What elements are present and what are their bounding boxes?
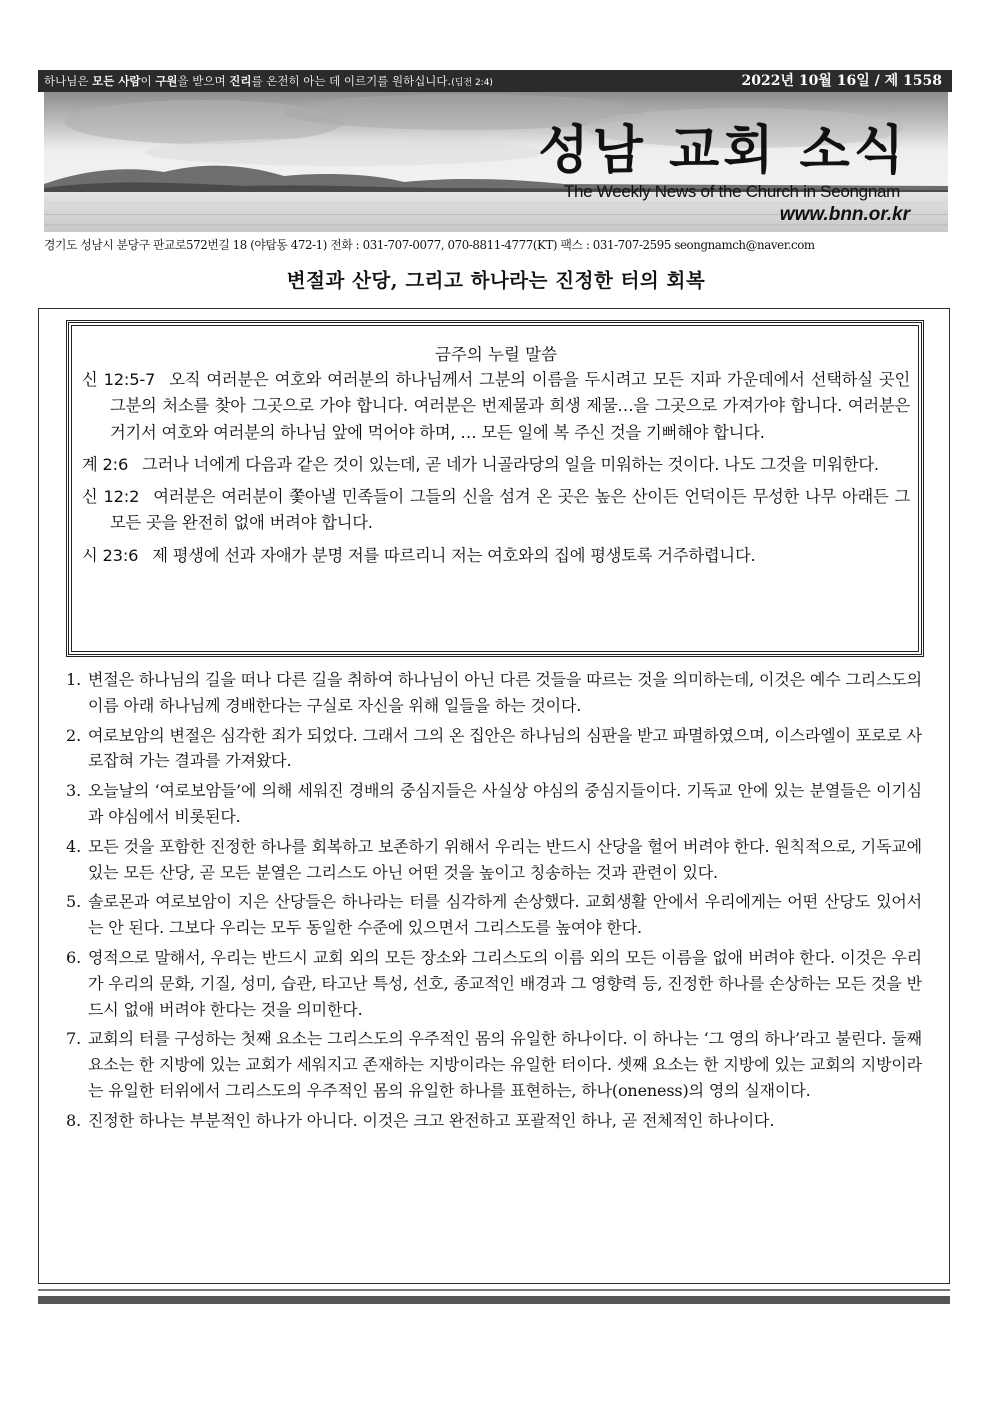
verse-heading: 금주의 누릴 말씀 (434, 345, 558, 364)
header-verse-part: 진리 (229, 74, 252, 88)
verse-text: 제 평생에 선과 자애가 분명 저를 따르리니 저는 여호와의 집에 평생토록 거주하렵니다. (152, 545, 756, 565)
header-verse-part: 구원 (155, 74, 178, 88)
point-number: 4. (66, 836, 82, 856)
verse-ref: 계 2:6 (82, 454, 129, 474)
verse-item (82, 543, 910, 569)
point-number: 3. (66, 781, 82, 801)
verse-text: 그러나 너에게 다음과 같은 것이 있는데, 곧 네가 니골라당의 일을 미워하는 것이다. 나도 그것을 미워한다. (142, 454, 879, 474)
header-banner (44, 92, 948, 232)
point-item (66, 778, 922, 830)
point-number: 6. (66, 947, 82, 967)
issue-info: 2022년 10월 16일 / 제 1558 (741, 73, 942, 89)
point-list (66, 667, 922, 1138)
verse-text: 오직 여러분은 여호와 여러분의 하나님께서 그분의 이름을 두시려고 모든 지파 가운데에서 선택하실 곳인 그분의 처소를 찾아 그곳으로 가야 합니다. 여러분은 번제물과 희생 제물…을 그곳으로 가져가야 합니다. 여러분은 거기서 여호와 여러분의 하나님 앞에 먹어야 하며, … 모든 일에 복 주신 것을 기뻐해야 합니다. (110, 370, 910, 442)
header-verse-part: 이 (140, 74, 156, 88)
point-text: 여로보암의 변절은 심각한 죄가 되었다. 그래서 그의 온 집안은 하나님의 심판을 받고 파멸하였으며, 이스라엘이 포로로 사로잡혀 가는 결과를 가져왔다. (88, 725, 922, 771)
header-verse-ref: (딤전 2:4) (451, 78, 493, 88)
church-address: 경기도 성남시 분당구 판교로572번길 18 (야탑동 472-1) 전화 : 031-707-0077, 070-8811-4777(KT) 팩스 : 031-707-2595 seongnamch@naver.com (44, 238, 815, 252)
header-verse-bar (38, 70, 952, 92)
point-text: 교회의 터를 구성하는 첫째 요소는 그리스도의 우주적인 몸의 유일한 하나이다. 이 하나는 ‘그 영의 하나’라고 불린다. 둘째 요소는 한 지방에 있는 교회가 세워지고 존재하는 지방이라는 유일한 터이다. 셋째 요소는 한 지방에 있는 교회의 지방이라는 유일한 터위에서 그리스도의 우주적인 몸의 유일한 하나를 표현하는, 하나(oneness)의 영의 실재이다. (88, 1029, 922, 1100)
point-text: 오늘날의 ‘여로보암들’에 의해 세워진 경배의 중심지들은 사실상 야심의 중심지들이다. 기독교 안에 있는 분열들은 이기심과 야심에서 비롯된다. (88, 781, 922, 826)
point-text: 영적으로 말해서, 우리는 반드시 교회 외의 모든 장소와 그리스도의 이름 외의 모든 이름을 없애 버려야 한다. 이것은 우리가 우리의 문화, 기질, 성미, 습관, 타고난 특성, 선호, 종교적인 배경과 그 영향력 등, 진정한 하나를 손상하는 모든 것을 반드시 없애 버려야 한다는 것을 의미한다. (88, 947, 922, 1019)
point-item (66, 1026, 922, 1103)
point-item (66, 834, 922, 886)
verse-ref: 시 23:6 (82, 545, 139, 565)
point-item (66, 889, 922, 941)
point-number: 8. (66, 1110, 82, 1130)
verse-ref: 신 12:2 (82, 487, 140, 507)
point-number: 5. (66, 892, 82, 912)
point-text: 진정한 하나는 부분적인 하나가 아니다. 이것은 크고 완전하고 포괄적인 하나, 곧 전체적인 하나이다. (88, 1110, 775, 1130)
point-item (66, 667, 922, 719)
header-verse-part: 하나님은 (44, 74, 93, 88)
header-verse-part: 모든 사람 (92, 74, 141, 88)
verse-list (82, 367, 910, 575)
header-verse (44, 70, 493, 92)
point-item (66, 723, 922, 775)
footer-divider-thick (38, 1296, 950, 1304)
point-item (66, 1108, 922, 1134)
verse-text: 여러분은 여러분이 쫓아낼 민족들이 그들의 신을 섬겨 온 곳은 높은 산이든 언덕이든 무성한 나무 아래든 그 모든 곳을 완전히 없애 버려야 합니다. (110, 487, 911, 533)
verse-ref: 신 12:5-7 (82, 370, 156, 389)
point-text: 변절은 하나님의 길을 떠나 다른 길을 취하여 하나님이 아닌 다른 것들을 따르는 것을 의미하는데, 이것은 예수 그리스도의 이름 아래 하나님께 경배한다는 구실로 자신을 위해 일들을 하는 것이다. (88, 670, 922, 715)
page-headline: 변절과 산당, 그리고 하나라는 진정한 터의 회복 (286, 269, 706, 292)
website-link[interactable]: www.bnn.or.kr (779, 204, 910, 225)
header-verse-part: 를 온전히 아는 데 이르기를 원하십니다. (251, 74, 452, 88)
point-item (66, 945, 922, 1022)
footer-divider-thin (38, 1289, 950, 1291)
point-text: 모든 것을 포함한 진정한 하나를 회복하고 보존하기 위해서 우리는 반드시 산당을 헐어 버려야 한다. 원칙적으로, 기독교에 있는 모든 산당, 곧 모든 분열은 그리스도 아닌 어떤 것을 높이고 칭송하는 것과 관련이 있다. (88, 836, 922, 882)
newsletter-title: 성남 교회 소식 (538, 120, 908, 181)
newsletter-subtitle: The Weekly News of the Church in Seongnam (563, 182, 900, 201)
point-number: 2. (66, 725, 82, 745)
point-text: 솔로몬과 여로보암이 지은 산당들은 하나라는 터를 심각하게 손상했다. 교회생활 안에서 우리에게는 어떤 산당도 있어서는 안 된다. 그보다 우리는 모두 동일한 수준에 있으면서 그리스도를 높여야 한다. (88, 892, 922, 938)
point-number: 1. (66, 670, 82, 689)
verse-item (82, 484, 910, 537)
verse-item (82, 367, 910, 446)
verse-item (82, 452, 910, 478)
point-number: 7. (66, 1029, 82, 1049)
header-verse-part: 을 받으며 (177, 74, 230, 88)
